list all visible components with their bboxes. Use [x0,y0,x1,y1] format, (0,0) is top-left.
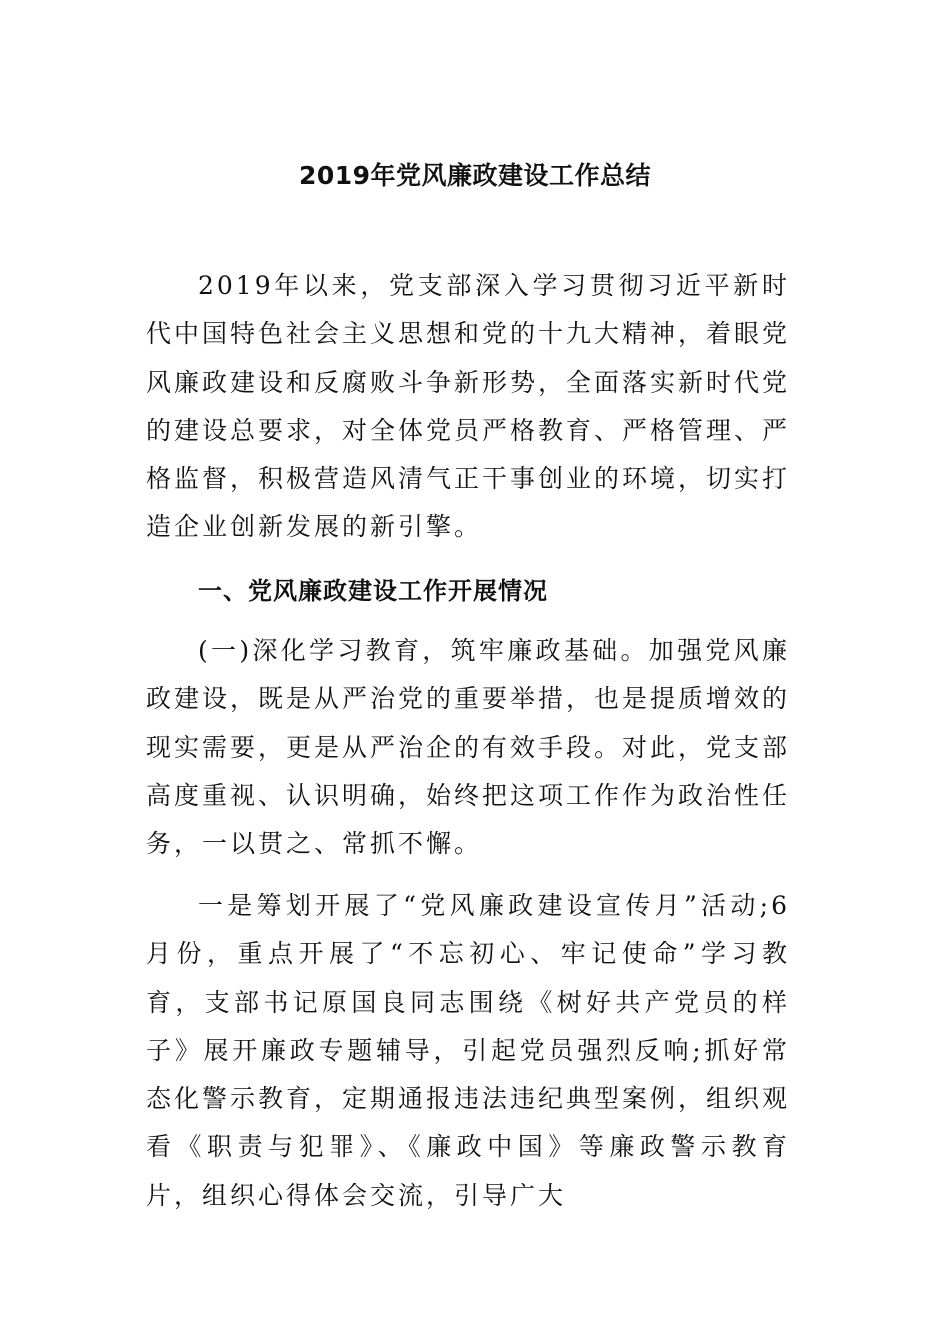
section-heading: 一、党风廉政建设工作开展情况 [198,577,548,605]
body-paragraph: (一)深化学习教育，筑牢廉政基础。加强党风廉政建设，既是从严治党的重要举措，也是提质增效的现实需要，更是从严治企的有效手段。对此，党支部高度重视、认识明确，始终把这项工作作为政治性任务，一以贯之、常抓不懈。 [146,636,791,859]
body-paragraph: 一是筹划开展了“党风廉政建设宣传月”活动;6月份，重点开展了“不忘初心、牢记使命”学习教育，支部书记原国良同志围绕《树好共产党员的样子》展开廉政专题辅导，引起党员强烈反响;抓好常态化警示教育，定期通报违法违纪典型案例，组织观看《职责与犯罪》、《廉政中国》等廉政警示教育片，组织心得体会交流，引导广大 [146,891,791,1210]
intro-paragraph: 2019年以来，党支部深入学习贯彻习近平新时代中国特色社会主义思想和党的十九大精神，着眼党风廉政建设和反腐败斗争新形势，全面落实新时代党的建设总要求，对全体党员严格教育、严格管理、严格监督，积极营造风清气正干事创业的环境，切实打造企业创新发展的新引擎。 [146,271,791,542]
document-title: 2019年党风廉政建设工作总结 [298,161,652,190]
